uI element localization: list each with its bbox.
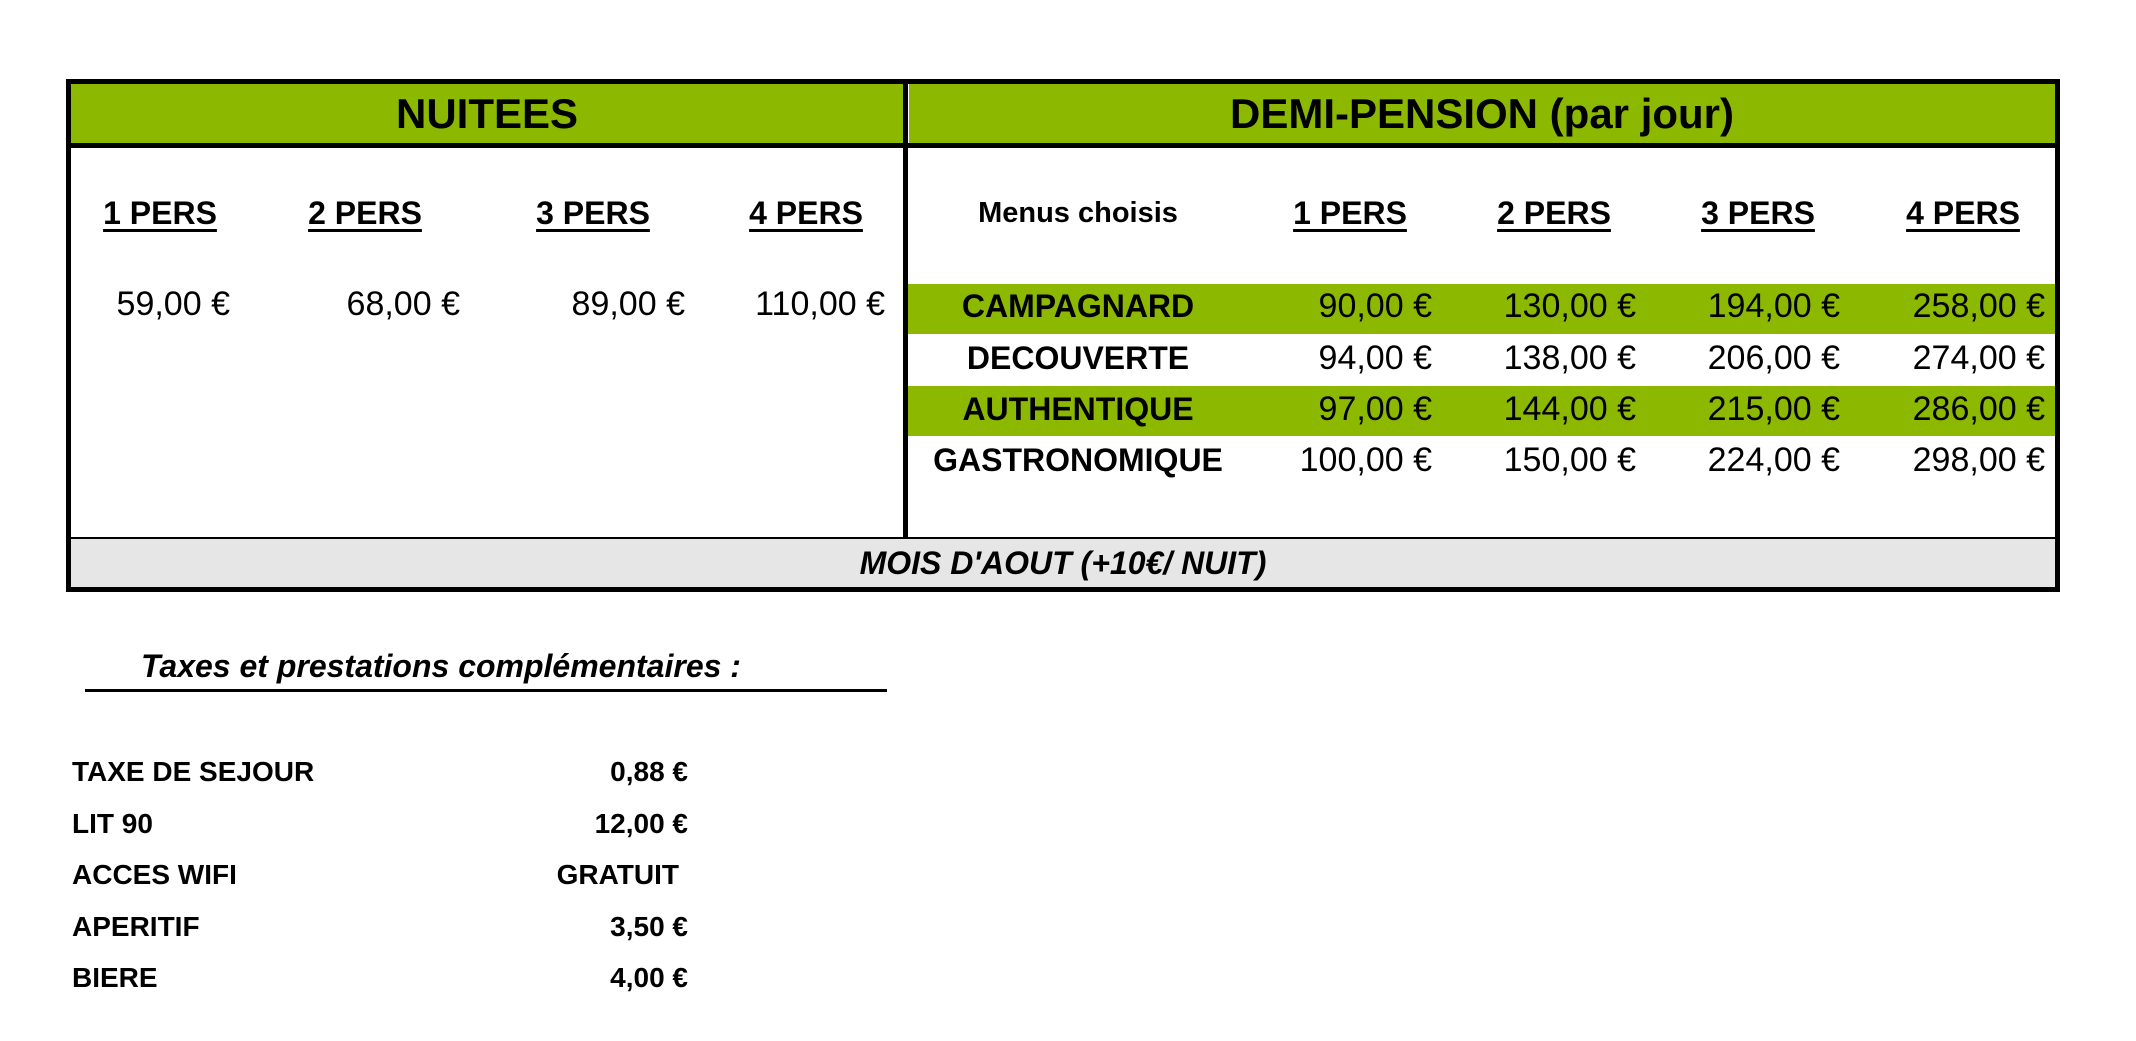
nuitees-header xyxy=(71,84,903,143)
dp-col-1pers: 1 PERS xyxy=(1293,195,1407,231)
dp-col-2pers: 2 PERS xyxy=(1497,195,1611,231)
pricing-table xyxy=(66,79,2060,592)
extras-title-text: Taxes et prestations complémentaires : xyxy=(141,648,741,684)
dp-price-decouverte-2: 138,00 € xyxy=(1503,339,1636,377)
dp-price-decouverte-3: 206,00 € xyxy=(1707,339,1840,377)
dp-price-gastronomique-4: 298,00 € xyxy=(1912,441,2045,479)
dp-price-authentique-2: 144,00 € xyxy=(1503,390,1636,428)
dp-price-authentique-4: 286,00 € xyxy=(1912,390,2045,428)
dp-price-gastronomique-1: 100,00 € xyxy=(1299,441,1432,479)
extra-label-biere: BIERE xyxy=(72,962,158,993)
nuitees-title: NUITEES xyxy=(395,89,579,137)
header-divider xyxy=(66,143,2060,148)
dp-price-campagnard-3: 194,00 € xyxy=(1707,287,1840,325)
dp-price-campagnard-4: 258,00 € xyxy=(1912,287,2045,325)
extra-value-aperitif: 3,50 € xyxy=(610,911,688,942)
extra-value-acces-wifi: GRATUIT xyxy=(556,859,679,890)
dp-price-authentique-3: 215,00 € xyxy=(1707,390,1840,428)
menus-choisis-header: Menus choisis xyxy=(978,197,1178,229)
august-note-row xyxy=(66,539,2060,592)
dp-price-campagnard-2: 130,00 € xyxy=(1503,287,1636,325)
dp-price-decouverte-1: 94,00 € xyxy=(1318,339,1432,377)
extra-value-lit-90: 12,00 € xyxy=(594,808,688,839)
extra-value-biere: 4,00 € xyxy=(610,962,688,993)
dp-col-4pers: 4 PERS xyxy=(1906,195,2020,231)
dp-col-3pers: 3 PERS xyxy=(1701,195,1815,231)
extra-label-lit-90: LIT 90 xyxy=(72,808,153,839)
nuitees-col-1pers: 1 PERS xyxy=(103,195,217,231)
extra-label-acces-wifi: ACCES WIFI xyxy=(72,859,237,890)
nuitees-price-4pers: 110,00 € xyxy=(755,285,885,323)
dp-price-authentique-1: 97,00 € xyxy=(1318,390,1432,428)
dp-price-gastronomique-2: 150,00 € xyxy=(1503,441,1636,479)
nuitees-col-4pers: 4 PERS xyxy=(749,195,863,231)
dp-price-gastronomique-3: 224,00 € xyxy=(1707,441,1840,479)
menu-name-campagnard: CAMPAGNARD xyxy=(961,288,1195,324)
dp-price-decouverte-4: 274,00 € xyxy=(1912,339,2045,377)
august-note: MOIS D'AOUT (+10€/ NUIT) xyxy=(859,544,1267,581)
nuitees-col-2pers: 2 PERS xyxy=(308,195,422,231)
menu-name-authentique: AUTHENTIQUE xyxy=(962,391,1194,427)
demi-pension-header xyxy=(909,84,2055,143)
demi-pension-title: DEMI-PENSION (par jour) xyxy=(1229,89,1735,137)
nuitees-price-2pers: 68,00 € xyxy=(346,285,460,323)
extras-title xyxy=(85,648,887,692)
nuitees-price-1pers: 59,00 € xyxy=(116,285,230,323)
extra-value-taxe-sejour: 0,88 € xyxy=(610,756,688,787)
nuitees-col-3pers: 3 PERS xyxy=(536,195,650,231)
extra-label-taxe-sejour: TAXE DE SEJOUR xyxy=(72,756,315,787)
dp-price-campagnard-1: 90,00 € xyxy=(1318,287,1432,325)
extra-label-aperitif: APERITIF xyxy=(72,911,200,942)
menu-name-decouverte: DECOUVERTE xyxy=(966,340,1190,376)
menu-name-gastronomique: GASTRONOMIQUE xyxy=(933,442,1223,478)
nuitees-price-3pers: 89,00 € xyxy=(571,285,685,323)
